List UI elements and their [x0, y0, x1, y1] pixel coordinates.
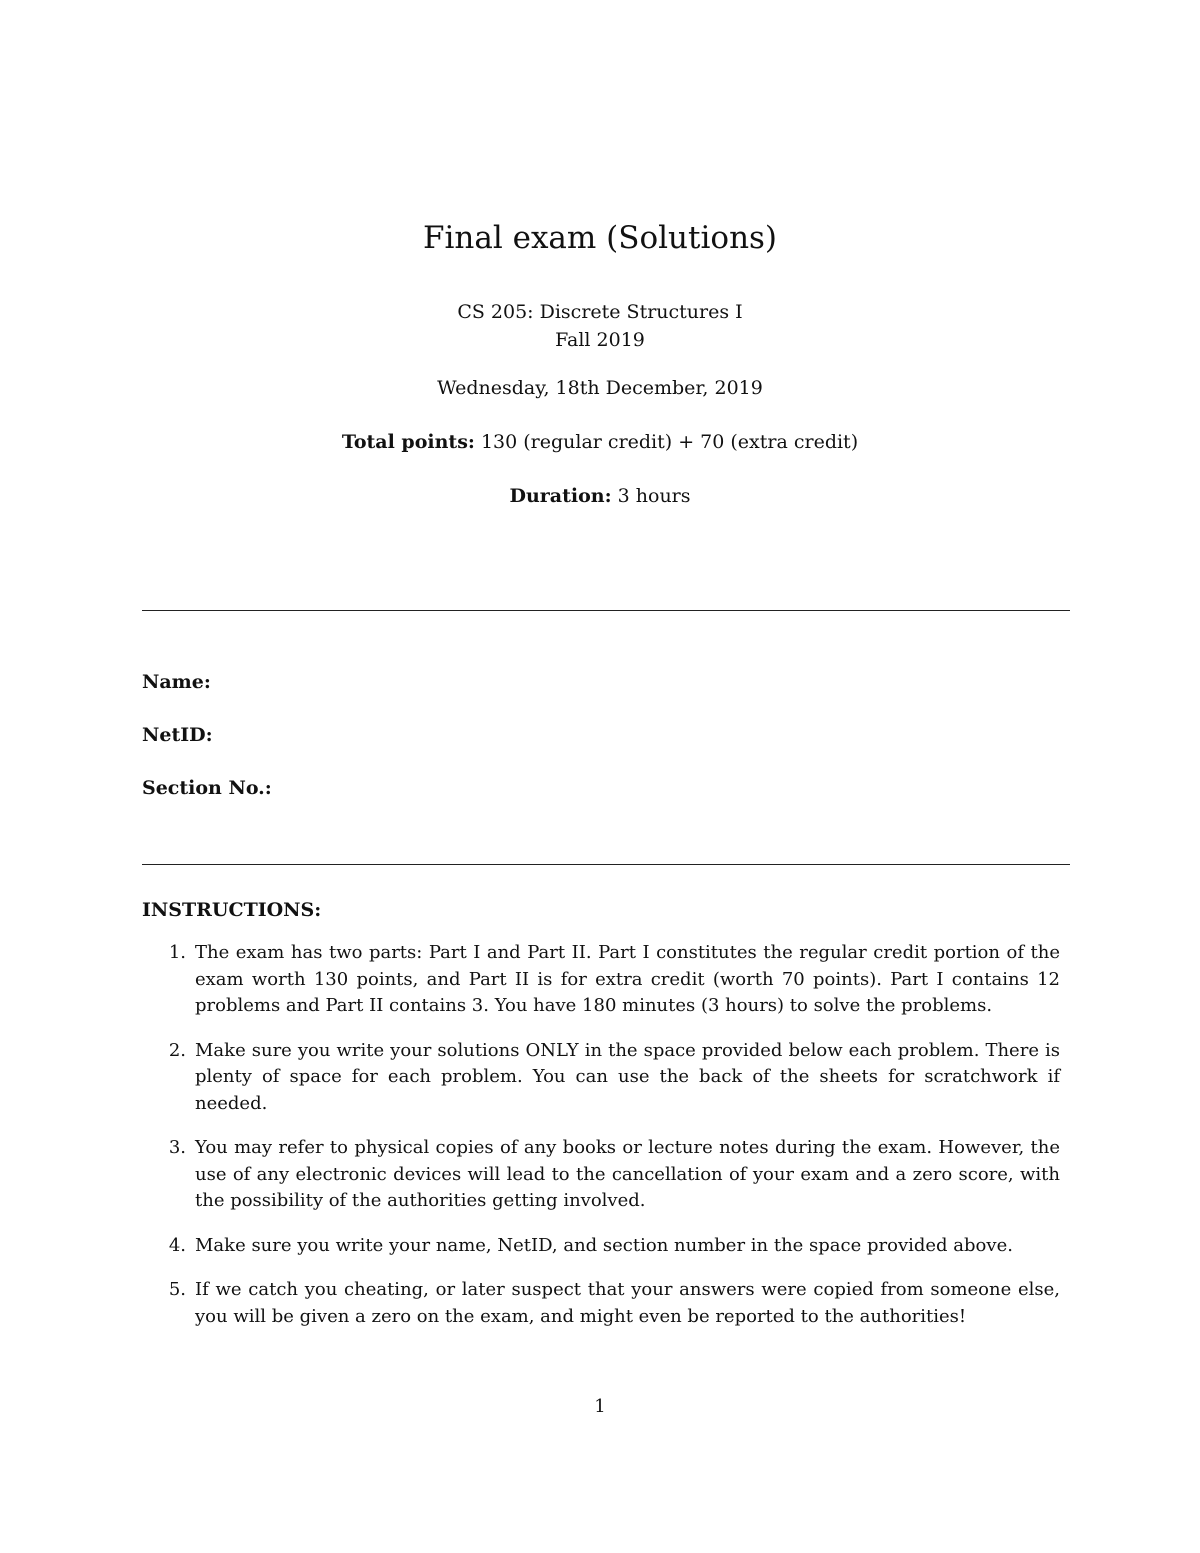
instruction-number: 2.	[168, 1039, 186, 1061]
instruction-item	[160, 1135, 1060, 1215]
exam-date: Wednesday, 18th December, 2019	[437, 377, 763, 399]
course-name: CS 205: Discrete Structures I	[457, 301, 743, 323]
instruction-item	[160, 1277, 1060, 1330]
instruction-item	[160, 940, 1060, 1020]
exam-title: Final exam (Solutions)	[422, 220, 778, 256]
total-points-label: Total points:	[341, 431, 475, 453]
instruction-text: You may refer to physical copies of any books or lecture notes during the exam. However, the use of any electronic devices will lead to the cancellation of your exam and a zero score, with the possibility of the authorities getting involved.	[195, 1137, 1060, 1211]
bottom-divider	[142, 864, 1070, 865]
total-points	[0, 428, 1200, 456]
duration	[0, 482, 1200, 510]
term: Fall 2019	[555, 329, 645, 351]
instruction-number: 1.	[168, 942, 186, 963]
instructions-list	[160, 940, 1060, 1348]
top-divider	[142, 610, 1070, 611]
instruction-number: 5.	[168, 1279, 186, 1300]
instruction-text: The exam has two parts: Part I and Part II. Part I constitutes the regular credit portion of the exam worth 130 points, and Part II is for extra credit (worth 70 points). Part I contains 12 problems and Part II contains 3. You have 180 minutes (3 hours) to solve the problems.	[195, 942, 1060, 1016]
instruction-number: 3.	[168, 1137, 186, 1158]
section-field-label: Section No.:	[142, 777, 272, 799]
instruction-number: 4.	[168, 1234, 186, 1256]
duration-label: Duration:	[509, 485, 612, 507]
total-points-value: 130 (regular credit) + 70 (extra credit)	[480, 431, 859, 453]
name-field-label: Name:	[142, 671, 211, 693]
instruction-text: Make sure you write your name, NetID, and section number in the space provided above.	[195, 1234, 1013, 1256]
netid-field-label: NetID:	[142, 724, 213, 746]
instructions-heading: INSTRUCTIONS:	[142, 899, 322, 921]
page-number: 1	[594, 1396, 606, 1417]
instruction-item	[160, 1233, 1060, 1260]
instruction-text: If we catch you cheating, or later suspect that your answers were copied from someone else, you will be given a zero on the exam, and might even be reported to the authorities!	[195, 1279, 1060, 1327]
instruction-text: Make sure you write your solutions ONLY in the space provided below each problem. There is plenty of space for each problem. You can use the back of the sheets for scratchwork if needed.	[195, 1039, 1060, 1114]
duration-value: 3 hours	[617, 485, 691, 507]
instruction-item	[160, 1038, 1060, 1118]
